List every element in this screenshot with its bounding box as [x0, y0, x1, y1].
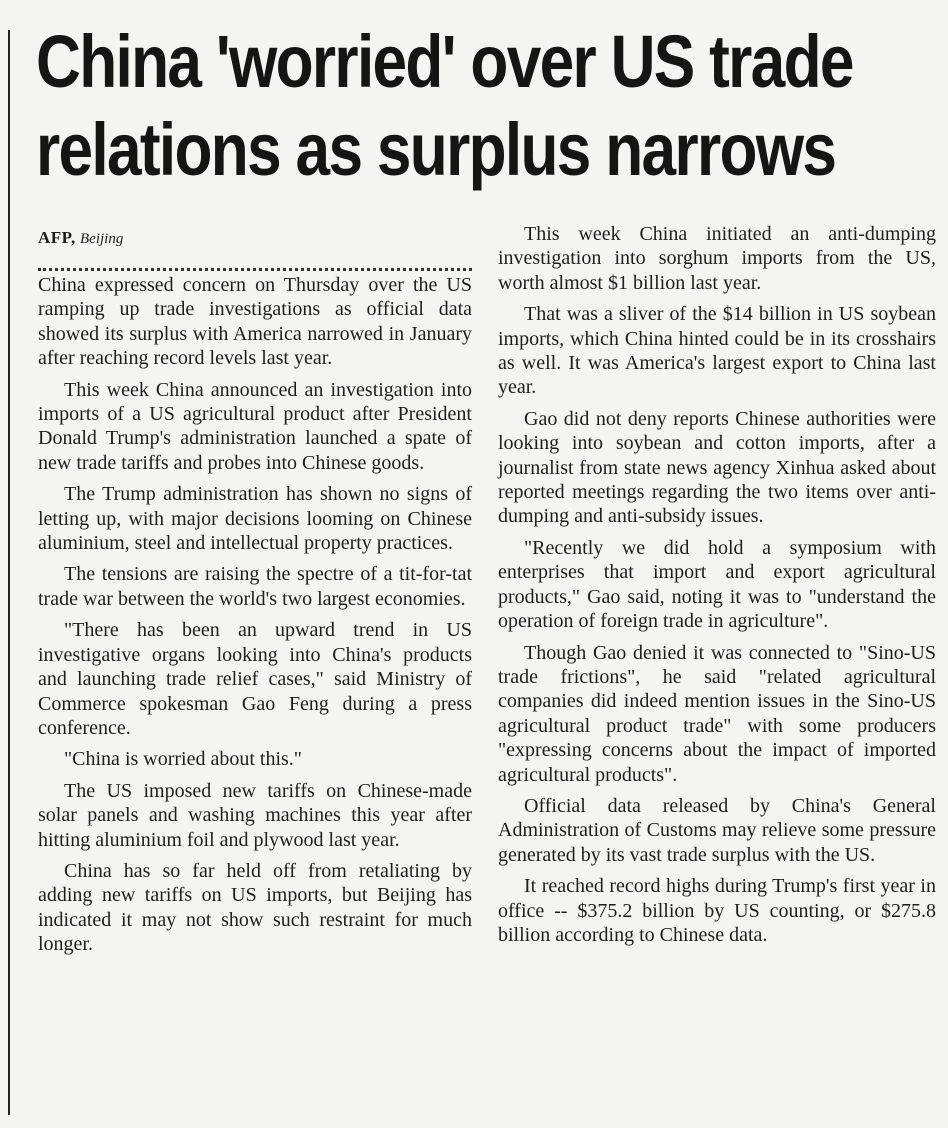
paragraph: The tensions are raising the spectre of a tit-for-tat trade war between the world's two largest economies. — [38, 563, 472, 610]
paragraph: Gao did not deny reports Chinese authorities were looking into soybean and cotton imports, after a journalist from state news agency Xinhua asked about reported meetings regarding the two items over anti-dumping and anti-subsidy issues. — [498, 407, 936, 528]
article-column-right — [498, 222, 936, 954]
byline-agency: AFP, — [38, 228, 76, 247]
paragraph: "There has been an upward trend in US investigative organs looking into China's products and launching trade relief cases," said Ministry of Commerce spokesman Gao Feng during a press conference. — [38, 619, 472, 739]
paragraph: "Recently we did hold a symposium with enterprises that import and export agricultural products," Gao said, noting it was to "understand the operation of foreign trade in agriculture". — [498, 536, 936, 633]
headline-line-2: relations as surplus narrows — [36, 108, 836, 191]
paragraph: It reached record highs during Trump's first year in office -- $375.2 billion by US counting, or $275.8 billion according to Chinese data. — [498, 875, 936, 946]
paragraph: "China is worried about this." — [64, 748, 302, 771]
paragraph: China has so far held off from retaliating by adding new tariffs on US imports, but Beijing has indicated it may not show such restraint for much longer. — [38, 859, 472, 956]
paragraph: Though Gao denied it was connected to "Sino-US trade frictions", he said "related agricultural companies did indeed mention issues in the Sino-US agricultural product trade" with some producers "expressing concerns about the impact of imported agricultural products". — [498, 641, 936, 786]
headline — [36, 18, 853, 194]
paragraph: The US imposed new tariffs on Chinese-made solar panels and washing machines this year after hitting aluminium foil and plywood last year. — [38, 779, 472, 851]
paragraph: China expressed concern on Thursday over the US ramping up trade investigations as official data showed its surplus with America narrowed in January after reaching record levels last year. — [38, 274, 472, 370]
dotted-divider — [38, 254, 472, 271]
column-rule — [8, 30, 10, 1115]
paragraph: This week China announced an investigation into imports of a US agricultural product after President Donald Trump's administration launched a spate of new trade tariffs and probes into Chinese goods. — [38, 378, 472, 474]
paragraph: That was a sliver of the $14 billion in US soybean imports, which China hinted could be in its crosshairs as well. It was America's largest export to China last year. — [498, 303, 936, 399]
byline-location: Beijing — [80, 231, 124, 247]
headline-line-1: China 'worried' over US trade — [36, 20, 853, 103]
byline — [38, 226, 472, 254]
paragraph: Official data released by China's General Administration of Customs may relieve some pressure generated by its vast trade surplus with the US. — [498, 794, 936, 866]
paragraph: This week China initiated an anti-dumping investigation into sorghum imports from the US, worth almost $1 billion last year. — [498, 223, 936, 294]
paragraph: The Trump administration has shown no signs of letting up, with major decisions looming on Chinese aluminium, steel and intellectual property practices. — [38, 483, 472, 555]
article-column-left — [38, 226, 472, 964]
